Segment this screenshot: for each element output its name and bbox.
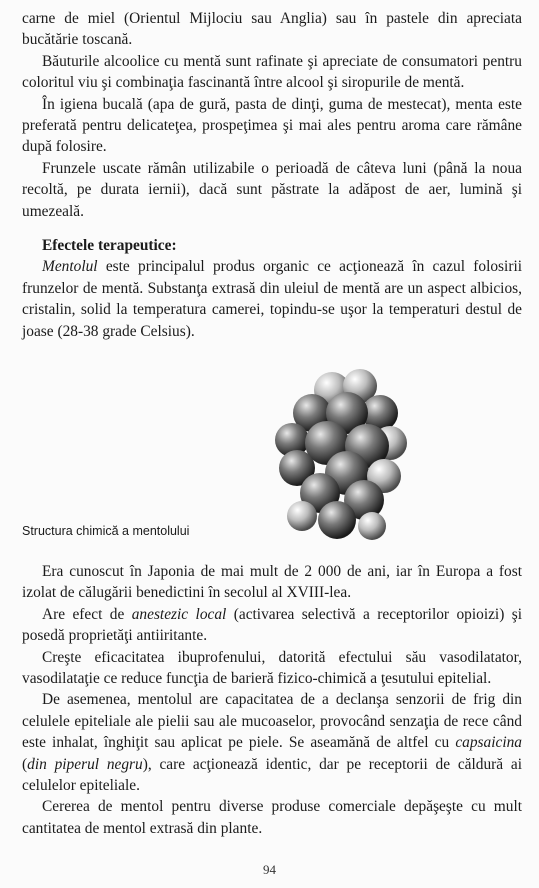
anesthetic-text-b: (activarea selectivă a receptorilor opioizi) şi posedă proprietăţi antiiritante. <box>22 605 523 645</box>
paragraph-demand: Cererea de mentol pentru diverse produse comerciale depăşeşte cu mult cantitatea de mentol extrasă din plante. <box>22 798 522 837</box>
anesthetic-term: anestezic local <box>131 605 227 623</box>
cold-text-c: ), care acţionează identic, dar pe receptorii de căldură ai celulelor epiteliale. <box>22 755 523 795</box>
menthol-term: Mentolul <box>42 258 98 276</box>
lower-text-block <box>22 561 522 839</box>
cold-text-b: ( <box>22 755 28 773</box>
paragraph-history: Era cunoscut în Japonia de mai mult de 2 000 de ani, iar în Europa a fost izolat de călugării benedictini în secolul al XVIII-lea. <box>22 563 522 602</box>
page-number: 94 <box>263 862 276 877</box>
figure <box>22 360 522 550</box>
capsaicin-term: capsaicina <box>455 734 522 752</box>
figure-caption: Structura chimică a mentolului <box>22 524 190 538</box>
paragraph-oral-hygiene: În igiena bucală (apa de gură, pasta de dinţi, guma de mestecat), menta este preferată pentru delicateţea, prospeţimea şi mai ales pentru aroma care rămâne după folosire. <box>22 95 522 156</box>
paragraph-cold-receptors <box>22 689 522 796</box>
cold-text-a: De asemenea, mentolul are capacitatea de a declanşa senzorii de frig din celulele epiteliale ale pielii sau ale mucoaselor, provocând senzaţia de rece când este inhalat, înghiţit sau aplicat pe piele. Se aseamănă de altfel cu <box>22 691 522 752</box>
anesthetic-text-a: Are efect de <box>42 605 132 623</box>
black-pepper-term: din piperul negru <box>27 755 143 773</box>
paragraph-anesthetic <box>22 604 522 647</box>
paragraph-alcoholic-drinks: Băuturile alcoolice cu mentă sunt rafinate şi apreciate de consumatori pentru coloritul viu şi combinaţia fascinantă între alcool şi siropurile de mentă. <box>22 52 522 92</box>
paragraph-continuation: carne de miel (Orientul Mijlociu sau Anglia) sau în pastele din apreciata bucătărie toscană. <box>22 10 522 49</box>
section-heading: Efectele terapeutice: <box>42 237 177 255</box>
paragraph-dried-leaves: Frunzele uscate rămân utilizabile o perioadă de câteva luni (până la noua recoltă, pe durata iernii), dacă sunt păstrate la adăpost de aer, lumină şi umezeală. <box>22 159 522 220</box>
upper-text-block <box>22 8 522 342</box>
menthol-molecule-image <box>272 368 412 543</box>
paragraph-menthol-intro <box>22 256 522 342</box>
menthol-intro-text: este principalul produs organic ce acţionează în cazul folosirii frunzelor de mentă. Substanţa extrasă din uleiul de mentă are un aspect albicios, cristalin, solid la temperatura camerei, topindu-se uşor la temperaturi destul de joase (28-38 grade Celsius). <box>22 258 522 340</box>
paragraph-ibuprofen: Creşte eficacitatea ibuprofenului, datorită efectului său vasodilatator, vasodilataţie ce reduce funcţia de barieră fizico-chimică a ţesutului epitelial. <box>22 648 522 688</box>
